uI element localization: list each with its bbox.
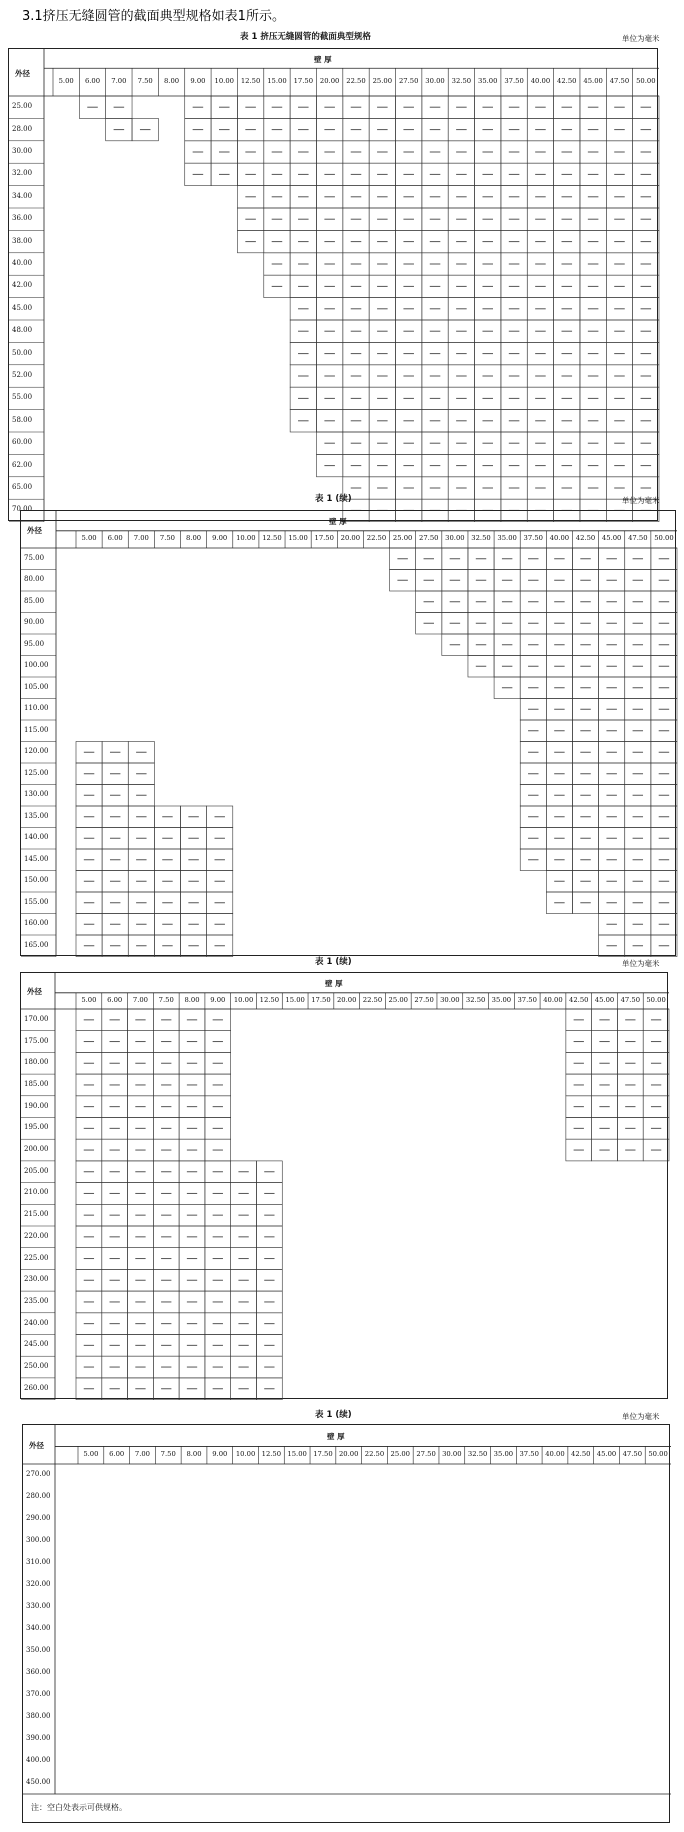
thickness-col-label: 6.00 [107,534,123,543]
thickness-col-label: 32.50 [451,77,472,86]
thickness-col-label: 22.50 [366,534,387,543]
thickness-col-label: 15.00 [285,995,305,1004]
thickness-col-label: 5.00 [81,995,97,1004]
thickness-col-label: 9.00 [210,995,226,1004]
od-row-label: 350.00 [26,1646,51,1654]
thickness-col-label: 17.50 [313,1450,333,1459]
od-row-label: 36.00 [12,214,33,223]
od-row-label: 50.00 [12,348,33,357]
od-row-label: 34.00 [12,191,33,200]
od-row-label: 28.00 [12,124,33,133]
od-row-label: 250.00 [24,1362,49,1371]
od-row-label: 240.00 [24,1318,49,1327]
thickness-col-label: 27.50 [398,77,419,86]
od-row-label: 195.00 [24,1123,49,1132]
table-grid [21,973,669,1400]
thickness-col-label: 47.50 [620,995,641,1004]
thickness-col-label: 35.00 [491,995,512,1004]
thickness-col-label: 37.50 [504,77,524,86]
od-row-label: 165.00 [24,940,49,949]
thickness-col-label: 5.00 [83,1450,99,1459]
od-row-label: 205.00 [24,1166,49,1175]
thickness-col-label: 12.50 [261,1450,282,1459]
thickness-col-label: 7.50 [159,534,176,543]
od-row-label: 45.00 [12,303,33,312]
thickness-col-label: 10.00 [235,1450,256,1459]
thickness-col-label: 30.00 [425,77,445,86]
od-row-label: 180.00 [24,1058,49,1067]
od-row-label: 115.00 [24,725,49,734]
unit-label: 单位为毫米 [622,959,660,968]
thickness-col-label: 17.50 [314,534,334,543]
thickness-col-label: 40.00 [543,995,563,1004]
thickness-col-label: 12.50 [262,534,282,543]
od-row-label: 190.00 [24,1101,49,1110]
od-row-label: 300.00 [26,1536,51,1544]
thickness-col-label: 37.50 [519,1450,539,1459]
od-row-label: 65.00 [12,483,33,491]
table-note: 注：空白处表示可供规格。 [31,1803,127,1812]
od-row-label: 260.00 [24,1383,49,1392]
od-row-label: 210.00 [24,1188,49,1197]
thickness-col-label: 25.00 [372,77,393,86]
od-row-label: 270.00 [26,1470,51,1478]
table-grid [9,49,659,522]
thickness-col-label: 7.50 [158,995,174,1004]
thickness-col-label: 47.50 [609,77,630,86]
thickness-col-label: 50.00 [636,77,656,86]
thickness-col-label: 7.00 [132,995,149,1004]
spec-table [8,48,658,521]
thickness-col-label: 42.50 [571,1450,591,1459]
thickness-col-label: 15.00 [288,534,308,543]
od-row-label: 390.00 [26,1734,51,1742]
thickness-col-label: 50.00 [648,1450,668,1459]
od-row-label: 62.00 [12,460,33,469]
thickness-col-label: 20.00 [338,1450,359,1459]
od-row-label: 360.00 [26,1668,51,1676]
thickness-col-label: 42.50 [557,77,577,86]
od-row-label: 85.00 [24,596,45,605]
spec-table [22,1424,670,1823]
thickness-col-label: 5.00 [81,534,97,543]
thickness-col-label: 20.00 [319,77,340,86]
thickness-col-label: 12.50 [259,995,280,1004]
thickness-col-label: 8.00 [184,995,200,1004]
thickness-col-label: 7.50 [160,1450,176,1459]
od-row-label: 215.00 [24,1210,49,1219]
od-row-label: 100.00 [24,661,49,670]
thickness-col-label: 45.00 [596,1450,617,1459]
thickness-col-label: 47.50 [622,1450,643,1459]
od-row-label: 52.00 [12,371,33,379]
unit-label: 单位为毫米 [622,496,660,505]
table-grid [23,1425,671,1824]
thickness-col-label: 6.00 [84,77,101,86]
od-row-label: 38.00 [12,236,33,245]
thickness-col-label: 27.50 [419,534,439,543]
od-row-label: 200.00 [24,1145,49,1154]
od-row-label: 120.00 [24,747,49,756]
thickness-col-label: 6.00 [109,1450,125,1459]
thickness-col-label: 9.00 [212,1450,228,1459]
od-row-label: 175.00 [24,1036,49,1045]
thickness-col-label: 37.50 [517,995,537,1004]
thickness-col-label: 30.00 [442,1450,462,1459]
thickness-col-label: 10.00 [233,995,254,1004]
outer-diameter-header: 外径 [27,525,42,535]
od-row-label: 105.00 [24,682,49,691]
thickness-col-label: 35.00 [497,534,517,543]
od-row-label: 140.00 [24,833,49,842]
thickness-col-label: 7.00 [133,534,149,543]
thickness-col-label: 10.00 [214,77,234,86]
od-row-label: 330.00 [26,1602,51,1610]
thickness-col-label: 37.50 [523,534,543,543]
od-row-label: 230.00 [24,1275,49,1284]
od-row-label: 40.00 [12,259,33,267]
od-row-label: 60.00 [12,438,33,447]
wall-thickness-header: 壁 厚 [327,1431,345,1441]
thickness-col-label: 7.00 [111,77,127,86]
od-row-label: 125.00 [24,768,49,777]
thickness-col-label: 35.00 [478,77,498,86]
od-row-label: 75.00 [24,553,45,562]
thickness-col-label: 20.00 [340,534,361,543]
thickness-col-label: 8.00 [186,534,202,543]
thickness-col-label: 22.50 [362,995,383,1004]
thickness-col-label: 6.00 [107,995,123,1004]
thickness-col-label: 42.50 [575,534,596,543]
od-row-label: 110.00 [24,704,49,713]
wall-thickness-header: 壁 厚 [314,54,332,64]
od-row-label: 30.00 [12,147,33,155]
wall-thickness-header: 壁 厚 [325,978,343,988]
outer-diameter-header: 外径 [15,68,30,78]
od-row-label: 160.00 [24,919,49,928]
thickness-col-label: 7.50 [137,77,153,86]
thickness-col-label: 22.50 [346,77,366,86]
od-row-label: 70.00 [12,505,33,514]
od-row-label: 58.00 [12,415,33,424]
thickness-col-label: 12.50 [240,77,261,86]
od-row-label: 90.00 [24,618,45,627]
thickness-col-label: 45.00 [601,534,622,543]
thickness-col-label: 8.00 [186,1450,202,1459]
thickness-col-label: 50.00 [646,995,666,1004]
thickness-col-label: 32.50 [465,995,486,1004]
thickness-col-label: 9.00 [212,534,228,543]
od-row-label: 155.00 [24,897,49,906]
od-row-label: 220.00 [24,1231,49,1240]
thickness-col-label: 7.00 [134,1450,151,1459]
od-row-label: 95.00 [24,639,45,648]
thickness-col-label: 32.50 [471,534,491,543]
thickness-col-label: 10.00 [236,534,256,543]
thickness-col-label: 15.00 [287,1450,307,1459]
thickness-col-label: 42.50 [569,995,589,1004]
thickness-col-label: 27.50 [414,995,434,1004]
od-row-label: 400.00 [26,1756,51,1764]
od-row-label: 185.00 [24,1079,49,1088]
unit-label: 单位为毫米 [622,1412,660,1421]
od-row-label: 380.00 [26,1712,51,1720]
table-title: 表 1 挤压无缝圆管的截面典型规格 [240,32,371,42]
table-title: 表 1 (续) [315,494,352,504]
od-row-label: 55.00 [12,393,33,402]
od-row-label: 130.00 [24,790,49,799]
thickness-col-label: 20.00 [336,995,357,1004]
thickness-col-label: 25.00 [390,1450,411,1459]
thickness-col-label: 45.00 [583,77,603,86]
od-row-label: 32.00 [12,169,33,178]
table-title: 表 1 (续) [315,1410,352,1420]
thickness-col-label: 22.50 [364,1450,385,1459]
od-row-label: 370.00 [26,1690,51,1698]
od-row-label: 320.00 [26,1580,51,1588]
thickness-col-label: 40.00 [545,1450,565,1459]
table-grid [21,511,677,957]
od-row-label: 80.00 [24,575,45,584]
od-row-label: 340.00 [26,1624,51,1632]
thickness-col-label: 15.00 [267,77,287,86]
od-row-label: 290.00 [26,1514,51,1522]
od-row-label: 135.00 [24,811,49,820]
thickness-col-label: 50.00 [654,534,674,543]
outer-diameter-header: 外径 [27,987,42,996]
thickness-col-label: 9.00 [190,77,206,86]
od-row-label: 170.00 [24,1014,49,1023]
spec-table [20,510,676,956]
thickness-col-label: 47.50 [628,534,648,543]
intro-text: 3.1挤压无缝圆管的截面典型规格如表1所示。 [22,9,285,24]
thickness-col-label: 27.50 [416,1450,436,1459]
od-row-label: 42.00 [12,281,33,290]
od-row-label: 310.00 [26,1558,51,1566]
od-row-label: 25.00 [12,102,33,111]
od-row-label: 150.00 [24,876,49,885]
thickness-col-label: 30.00 [440,995,460,1004]
thickness-col-label: 30.00 [445,534,465,543]
wall-thickness-header: 壁 厚 [329,516,347,526]
thickness-col-label: 40.00 [530,77,551,86]
od-row-label: 450.00 [26,1778,51,1786]
thickness-col-label: 25.00 [392,534,413,543]
thickness-col-label: 25.00 [388,995,409,1004]
thickness-col-label: 45.00 [594,995,615,1004]
spec-table [20,972,668,1399]
od-row-label: 48.00 [12,326,33,335]
thickness-col-label: 17.50 [293,77,314,86]
outer-diameter-header: 外径 [29,1440,44,1450]
thickness-col-label: 8.00 [163,77,180,86]
od-row-label: 280.00 [26,1492,51,1500]
od-row-label: 225.00 [24,1253,49,1262]
thickness-col-label: 35.00 [493,1450,514,1459]
thickness-col-label: 5.00 [58,77,74,86]
thickness-col-label: 17.50 [311,995,331,1004]
unit-label: 单位为毫米 [622,34,660,43]
od-row-label: 145.00 [24,854,49,863]
thickness-col-label: 40.00 [549,534,570,543]
table-title: 表 1 (续) [315,957,352,967]
thickness-col-label: 32.50 [467,1450,488,1459]
od-row-label: 245.00 [24,1340,49,1349]
od-row-label: 235.00 [24,1296,49,1305]
